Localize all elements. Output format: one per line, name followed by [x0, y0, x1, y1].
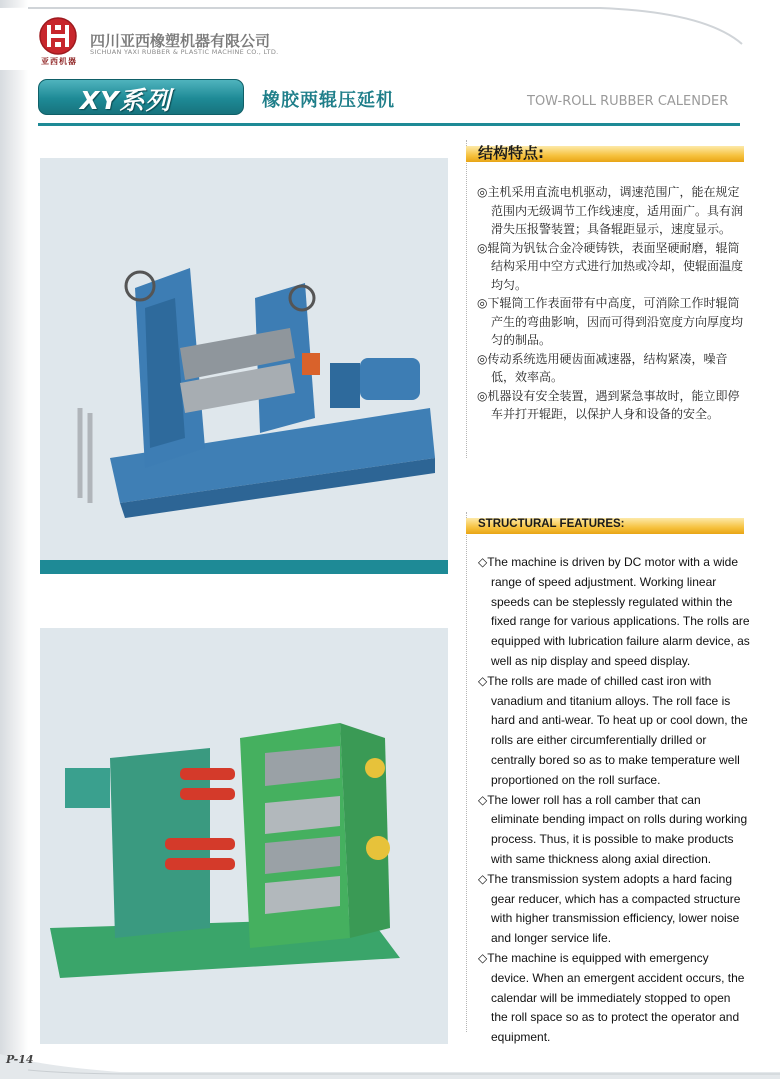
en-features-header	[466, 514, 744, 536]
en-features-list	[478, 553, 750, 1048]
four-roll-calender-machine-illustration	[40, 628, 448, 1044]
cn-features-header	[466, 142, 744, 164]
cn-features-divider	[466, 140, 468, 458]
logo-subtitle: 亚西机器	[41, 56, 77, 66]
page-number: P-14	[6, 1053, 34, 1066]
cn-feature-item: ◎辊筒为钒钛合金冷硬铸铁，表面坚硬耐磨，辊筒结构采用中空方式进行加热或冷却，使辊面温度均匀。	[477, 240, 744, 292]
title-divider	[38, 123, 740, 126]
cn-feature-item: ◎传动系统选用硬齿面减速器，结构紧凑，噪音低，效率高。	[477, 351, 728, 384]
footer-curve	[0, 1040, 780, 1079]
series-label: XY系列	[80, 86, 172, 115]
product-title-en: TOW-ROLL RUBBER CALENDER	[527, 94, 729, 109]
two-roll-calender-machine-illustration	[40, 158, 448, 560]
cn-features-list	[477, 183, 745, 424]
page-side-band	[0, 0, 28, 1079]
company-logo-icon	[38, 16, 78, 56]
en-feature-item: ◇The lower roll has a roll camber that can eliminate bending impact on rolls during working process. Thus, it is possible to make products with same thickness along axial direction.	[478, 792, 748, 866]
en-features-divider	[466, 512, 468, 1032]
photo-four-roll-calender	[40, 628, 448, 1044]
cn-feature-item: ◎下辊筒工作表面带有中高度，可消除工作时辊筒产生的弯曲影响，因而可得到沿宽度方向厚度均匀的制品。	[477, 296, 744, 347]
cn-feature-item: ◎机器设有安全装置，遇到紧急事故时，能立即停车并打开辊距，以保护人身和设备的安全。	[477, 388, 740, 421]
photo-caption-strip	[40, 560, 448, 574]
company-name-en: SICHUAN YAXI RUBBER & PLASTIC MACHINE CO., LTD.	[90, 48, 279, 56]
cn-features-title: 结构特点:	[478, 144, 544, 162]
photo-two-roll-calender	[40, 158, 448, 560]
cn-feature-item: ◎主机采用直流电机驱动，调速范围广，能在规定范围内无级调节工作线速度，适用面广。具有润滑失压报警装置；具备辊距显示，速度显示。	[477, 185, 744, 236]
en-feature-item: ◇The rolls are made of chilled cast iron with vanadium and titanium alloys. The roll face is hard and anti-wear. To heat up or cool down, the rolls are either circumferentially drilled or centrally bored so as to make temperature well proportioned on the roll surface.	[478, 673, 748, 787]
product-title-cn: 橡胶两辊压延机	[262, 90, 395, 111]
en-feature-item: ◇The transmission system adopts a hard facing gear reducer, which has a compacted structure with higher transmission efficiency, lower noise and longer service life.	[478, 871, 741, 946]
company-name-cn: 四川亚西橡塑机器有限公司	[90, 32, 271, 50]
en-features-title: STRUCTURAL FEATURES:	[478, 518, 625, 530]
en-feature-item: ◇The machine is equipped with emergency device. When an emergent accident occurs, the calendar will be immediately stopped to open the roll space so as to protect the operator and equipment.	[478, 950, 745, 1045]
en-feature-item: ◇The machine is driven by DC motor with a wide range of speed adjustment. Working linear speeds can be steplessly regulated within the fixed range for various applications. The rolls are equipped with lubrication failure alarm device, as well as nip display and speed display.	[478, 555, 750, 668]
